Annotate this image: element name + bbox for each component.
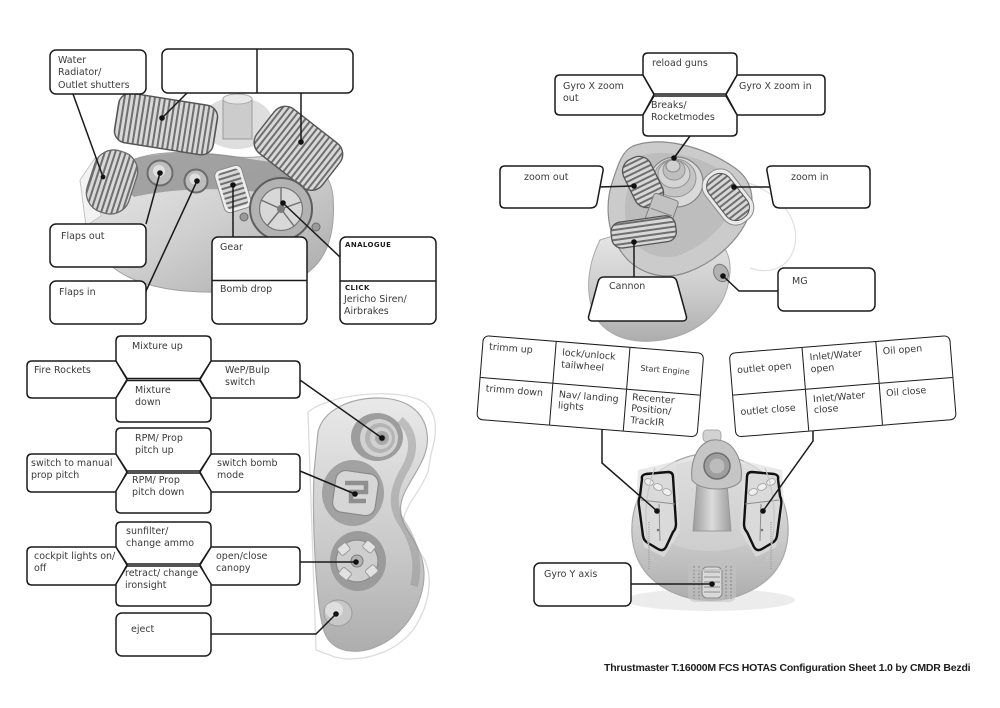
table-cell: trimm down — [477, 377, 553, 424]
table-cell: Nav/ landing lights — [550, 383, 626, 430]
left-base-table — [476, 335, 704, 438]
label-mixture-up: Mixture up — [132, 341, 183, 352]
table-cell: Start Engine — [627, 348, 703, 395]
callout-dot — [159, 115, 165, 121]
label-analogue-heading: ANALOGUE — [345, 241, 392, 249]
callout-dot — [352, 491, 358, 497]
box-switch-bomb — [200, 454, 300, 492]
table-cell: Inlet/Water close — [806, 383, 882, 430]
right-base-table — [729, 335, 957, 438]
connector-line — [598, 186, 634, 187]
label-cockpit-lights: cockpit lights on/ off — [34, 551, 116, 575]
label-eject: eject — [131, 624, 155, 635]
label-switch-bomb: switch bomb mode — [217, 458, 278, 482]
table-cell: Oil open — [876, 336, 952, 383]
label-breaks-rocketmodes: Breaks/ Rocketmodes — [651, 100, 715, 124]
box-mixture-down — [116, 381, 211, 423]
label-gyro-x-zoom-in: Gyro X zoom in — [739, 81, 812, 92]
label-gyro-y-axis: Gyro Y axis — [544, 569, 598, 580]
label-flaps-in: Flaps in — [59, 287, 96, 298]
box-cannon — [589, 277, 687, 321]
table-cell: Recenter Position/ TrackIR — [629, 391, 676, 430]
box-rpm-up — [116, 428, 211, 471]
trigger-dial — [250, 178, 312, 240]
label-retract: retract/ change ironsight — [125, 568, 199, 592]
box-sunfilter — [116, 522, 211, 564]
box-rpm-down — [116, 473, 211, 513]
box-fire-rockets — [27, 361, 127, 398]
label-flaps-out: Flaps out — [61, 231, 105, 242]
label-wep-bulp: WeP/Bulp switch — [225, 365, 270, 389]
connector-line — [723, 276, 778, 291]
box-gyro-x-zoom-out — [555, 75, 654, 115]
callout-dot — [731, 184, 737, 190]
left-antenna-paddle — [113, 91, 220, 156]
box-flaps-out — [50, 224, 146, 267]
table-cell: trimm up — [481, 336, 557, 383]
table-cell: Inlet/Water open — [803, 342, 879, 389]
label-jericho-siren: Jericho Siren/ Airbrakes — [344, 294, 407, 318]
label-reload-guns: reload guns — [652, 58, 708, 69]
callout-dot — [671, 155, 677, 161]
box-gyro-y — [534, 563, 631, 606]
label-mg: MG — [792, 276, 808, 287]
label-mixture-down: Mixture down — [135, 385, 171, 409]
callout-dot — [157, 170, 163, 176]
label-water-radiator: Water Radiator/ Outlet shutters — [58, 55, 130, 91]
box-cockpit-lights — [27, 547, 127, 585]
label-bomb-drop: Bomb drop — [220, 284, 273, 295]
label-switch-manual: switch to manual prop pitch — [31, 458, 113, 482]
label-fire-rockets: Fire Rockets — [34, 365, 91, 376]
box-retract — [116, 566, 211, 606]
callout-dot — [298, 139, 304, 145]
table-cell: lock/unlock tailwheel — [554, 342, 630, 389]
box-mixture-up — [116, 336, 211, 379]
callout-dot — [353, 559, 359, 565]
box-flaps-in — [50, 281, 146, 324]
box-water-radiator — [50, 50, 146, 94]
connector-line — [211, 614, 336, 634]
label-zoom-in: zoom in — [791, 172, 829, 183]
label-rpm-up: RPM/ Prop pitch up — [135, 433, 183, 457]
connector-line — [73, 94, 103, 177]
callout-dot — [654, 508, 660, 514]
box-zoom-out — [500, 166, 603, 208]
callout-dot — [379, 435, 385, 441]
label-gear: Gear — [220, 242, 243, 253]
callout-dot — [333, 611, 339, 617]
label-cannon: Cannon — [609, 281, 646, 292]
label-gyro-x-zoom-out: Gyro X zoom out — [563, 81, 624, 105]
callout-dot — [760, 508, 766, 514]
callout-dot — [280, 200, 286, 206]
callout-dot — [709, 581, 715, 587]
table-cell: Oil close — [885, 384, 927, 399]
label-open-close-canopy: open/close canopy — [216, 551, 268, 575]
callout-dot — [720, 273, 726, 279]
sheet-title: Thrustmaster T.16000M FCS HOTAS Configuration Sheet 1.0 by CMDR Bezdi — [604, 662, 971, 674]
callout-dot — [194, 178, 200, 184]
label-zoom-out: zoom out — [524, 172, 569, 183]
table-cell: outlet open — [730, 348, 806, 395]
wep-knob — [351, 413, 403, 461]
stick-grip — [692, 430, 742, 489]
box-reload-guns — [643, 53, 737, 94]
callout-dot — [101, 175, 106, 180]
table-cell: outlet close — [733, 389, 809, 436]
callout-dot — [631, 239, 637, 245]
label-rpm-down: RPM/ Prop pitch down — [132, 475, 185, 499]
callout-dot — [230, 182, 236, 188]
box-wep-bulp — [200, 361, 300, 398]
box-zoom-in — [767, 166, 870, 208]
label-sunfilter: sunfilter/ change ammo — [126, 526, 195, 550]
label-click-heading: CLICK — [345, 284, 370, 292]
box-gyro-x-zoom-in — [726, 75, 825, 115]
box-eject — [116, 613, 211, 656]
box-mg — [778, 268, 875, 311]
throttle-side-view-illustration — [308, 394, 435, 659]
box-breaks-rocketmodes — [643, 96, 737, 136]
box-open-close-canopy — [200, 547, 300, 585]
callout-dot — [631, 183, 637, 189]
box-switch-manual — [27, 454, 127, 492]
